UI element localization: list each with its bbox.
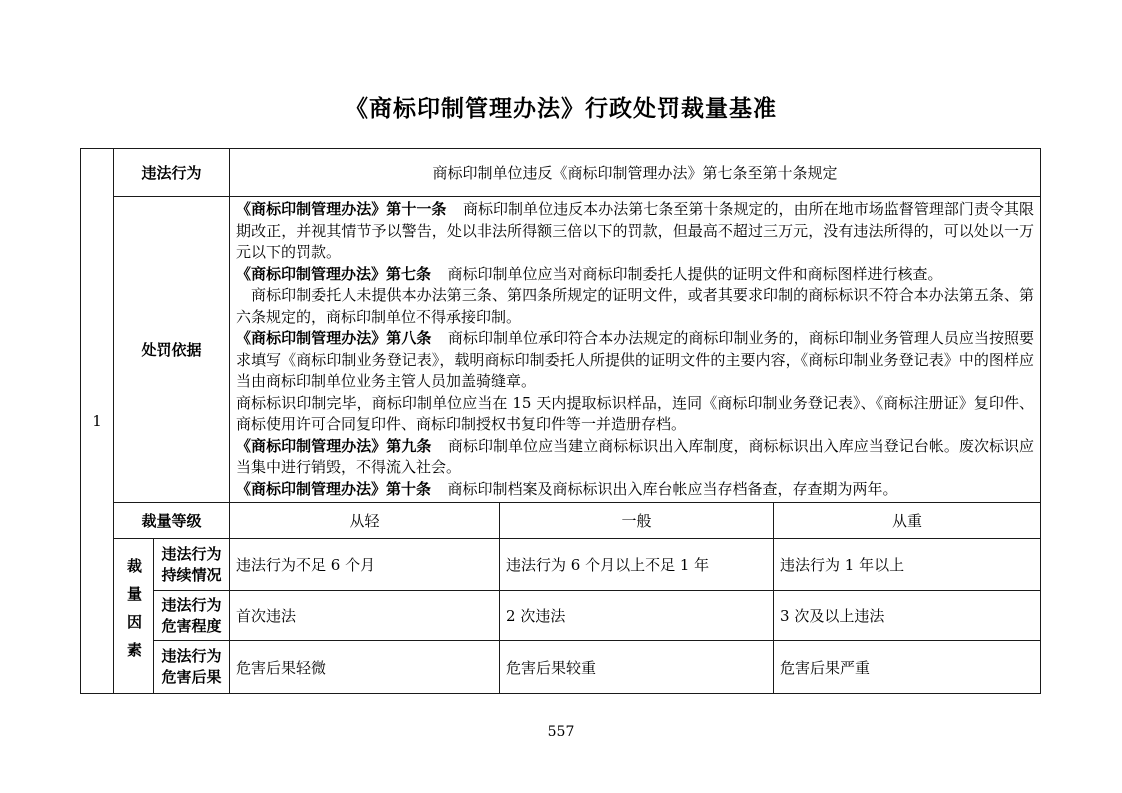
article-text: 商标印制单位应当对商标印制委托人提供的证明文件和商标图样进行核查。: [447, 264, 943, 283]
article-ref: 《商标印制管理办法》第九条: [236, 436, 432, 455]
discretion-factors-label-text: 裁量因素: [125, 558, 143, 670]
penalty-paragraph: [236, 199, 1034, 264]
penalty-paragraph: [236, 479, 1034, 501]
penalty-paragraph: [236, 436, 1034, 479]
factor-heavy-value: 违法行为 1 年以上: [774, 539, 1041, 591]
discretion-level-label: 裁量等级: [114, 503, 230, 539]
article-text: 商标印制单位应当建立商标标识出入库制度，商标标识出入库应当登记台帐。废次标识应当集中进行销毁，不得流入社会。: [236, 436, 1035, 476]
article-ref: 《商标印制管理办法》第七条: [236, 264, 432, 283]
discretion-factors-label: [114, 539, 154, 694]
factor-light-value: 危害后果轻微: [230, 641, 500, 694]
factor-heavy-value: 危害后果严重: [774, 641, 1041, 694]
row-number-cell: 1: [81, 149, 114, 694]
table-row: [81, 149, 1041, 197]
penalty-paragraph: [236, 264, 1034, 286]
page-number: 557: [547, 724, 575, 740]
article-ref: 《商标印制管理办法》第十一条: [236, 200, 447, 218]
factor-light-value: 违法行为不足 6 个月: [230, 539, 500, 591]
factor-name: 违法行为危害后果: [154, 641, 230, 694]
penalty-basis-label: 处罚依据: [114, 197, 230, 503]
article-text: 商标印制单位承印符合本办法规定的商标印制业务的，商标印制业务管理人员应当按照要求填写《商标印制业务登记表》，载明商标印制委托人所提供的证明文件的主要内容，《商标印制业务登记表》中的图样应当由商标印制单位业务主管人员加盖骑缝章。: [236, 329, 1035, 390]
table-row: [81, 641, 1041, 694]
page-title: 《商标印制管理办法》行政处罚裁量基准: [345, 95, 777, 122]
article-ref: 《商标印制管理办法》第八条: [236, 329, 432, 347]
article-text: 商标标识印制完毕，商标印制单位应当在 15 天内提取标识样品，连同《商标印制业务登记表》、《商标注册证》复印件、商标使用许可合同复印件、商标印制授权书复印件等一并造册存档。: [236, 393, 1035, 433]
article-text: 商标印制单位违反本办法第七条至第十条规定的，由所在地市场监督管理部门责令其限期改正，并视其情节予以警告，处以非法所得额三倍以下的罚款，但最高不超过三万元，没有违法所得的，可以处以一万元以下的罚款。: [236, 200, 1035, 261]
factor-heavy-value: 3 次及以上违法: [774, 591, 1041, 641]
level-general: 一般: [500, 503, 774, 539]
table-row: [81, 503, 1041, 539]
article-ref: 《商标印制管理办法》第十条: [236, 479, 432, 498]
penalty-table: [80, 148, 1041, 694]
factor-light-value: 首次违法: [230, 591, 500, 641]
illegal-act-label: 违法行为: [114, 149, 230, 197]
penalty-paragraph: [236, 393, 1034, 436]
article-text: 商标印制委托人未提供本办法第三条、第四条所规定的证明文件，或者其要求印制的商标标识不符合本办法第五条、第六条规定的，商标印制单位不得承接印制。: [236, 286, 1035, 326]
article-text: 商标印制档案及商标标识出入库台帐应当存档备查，存查期为两年。: [447, 479, 898, 498]
penalty-basis-content: [230, 197, 1041, 503]
table-row: [81, 539, 1041, 591]
illegal-act-value: 商标印制单位违反《商标印制管理办法》第七条至第十条规定: [230, 149, 1041, 197]
penalty-paragraph: [236, 285, 1034, 328]
level-heavy: 从重: [774, 503, 1041, 539]
factor-general-value: 2 次违法: [500, 591, 774, 641]
factor-name: 违法行为危害程度: [154, 591, 230, 641]
factor-general-value: 危害后果较重: [500, 641, 774, 694]
factor-name: 违法行为持续情况: [154, 539, 230, 591]
level-light: 从轻: [230, 503, 500, 539]
table-row: [81, 591, 1041, 641]
factor-general-value: 违法行为 6 个月以上不足 1 年: [500, 539, 774, 591]
table-row: [81, 197, 1041, 503]
penalty-paragraph: [236, 328, 1034, 393]
